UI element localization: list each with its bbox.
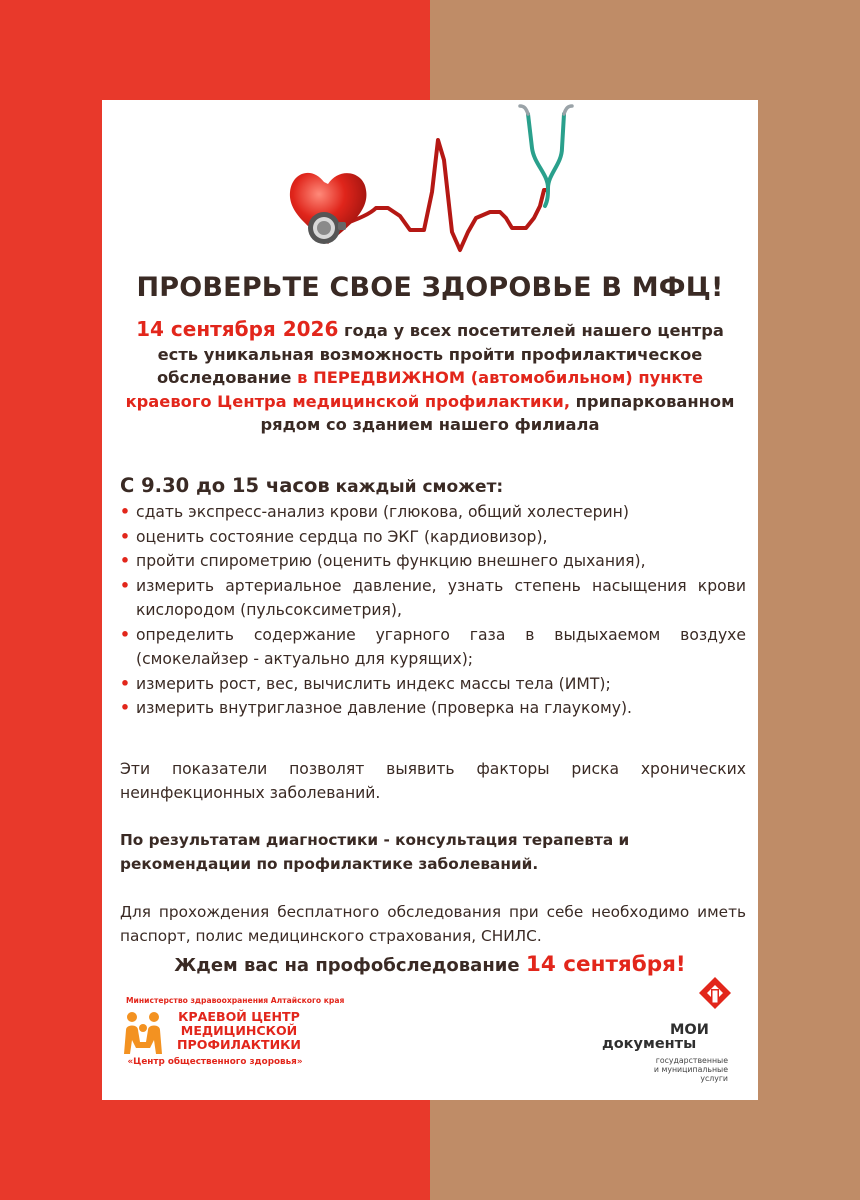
mfc-subtitle [628, 1056, 728, 1083]
center-name-line2: МЕДИЦИНСКОЙ [180, 1023, 298, 1038]
schedule-rest: каждый сможет: [329, 477, 504, 497]
intro-text-part1: года у всех посетителей нашего центра есть уникальная возможность пройти профилактическое обследование [156, 321, 724, 387]
mfc-subtitle-line2: и муниципальные услуги [653, 1065, 728, 1083]
list-item: • определить содержание угарного газа в выдыхаемом воздухе (смокелайзер - актуально для курящих); [120, 623, 746, 672]
ministry-label: Министерство здравоохранения Алтайского края [126, 996, 345, 1005]
mfc-title-line1: МОИ [670, 1022, 709, 1038]
mfc-subtitle-line1: государственные [655, 1056, 728, 1065]
family-icon [120, 1008, 168, 1056]
poster-card [102, 100, 758, 1100]
center-name-line3: ПРОФИЛАКТИКИ [177, 1037, 301, 1052]
invite-text: Ждем вас на профобследование [174, 955, 526, 976]
schedule-heading [120, 474, 503, 497]
results-paragraph: По результатам диагностики - консультация терапевта и рекомендации по профилактике заболеваний. [120, 831, 630, 873]
list-item: • измерить артериальное давление, узнать степень насыщения крови кислородом (пульсоксиметрия), [120, 574, 746, 623]
mfc-logo [596, 976, 746, 1083]
list-item: • оценить состояние сердца по ЭКГ (кардиовизор), [120, 525, 746, 550]
center-name [174, 1010, 304, 1052]
invite-line [102, 952, 758, 977]
list-item: • пройти спирометрию (оценить функцию внешнего дыхания), [120, 549, 746, 574]
center-name-line1: КРАЕВОЙ ЦЕНТР [178, 1009, 300, 1024]
invite-date: 14 сентября! [525, 952, 686, 977]
services-list [120, 500, 746, 721]
list-item: • измерить рост, вес, вычислить индекс массы тела (ИМТ); [120, 672, 746, 697]
list-item: • сдать экспресс-анализ крови (глюкова, общий холестерин) [120, 500, 746, 525]
documents-paragraph: Для прохождения бесплатного обследования при себе необходимо иметь паспорт, полис медицинского страхования, СНИЛС. [120, 903, 746, 945]
risk-paragraph: Эти показатели позволят выявить факторы риска хронических неинфекционных заболеваний. [120, 760, 746, 802]
mfc-logo-icon [698, 976, 732, 1010]
heart-stethoscope-icon [102, 100, 758, 270]
event-date: 14 сентября 2026 [136, 317, 339, 341]
intro-highlight: в ПЕРЕДВИЖНОМ (автомобильном) пункте краевого Центра медицинской профилактики, [125, 368, 704, 411]
list-item: • измерить внутриглазное давление (проверка на глаукому). [120, 696, 746, 721]
center-subtitle: «Центр общественного здоровья» [127, 1057, 303, 1067]
intro-paragraph [114, 318, 746, 437]
prevention-center-logo [120, 996, 345, 1076]
page-title: ПРОВЕРЬТЕ СВОЕ ЗДОРОВЬЕ В МФЦ! [136, 272, 724, 303]
intro-text-part2: припаркованном рядом со зданием нашего филиала [260, 391, 735, 434]
mfc-title-line2: документы [602, 1036, 697, 1052]
schedule-hours: С 9.30 до 15 часов [120, 474, 330, 497]
